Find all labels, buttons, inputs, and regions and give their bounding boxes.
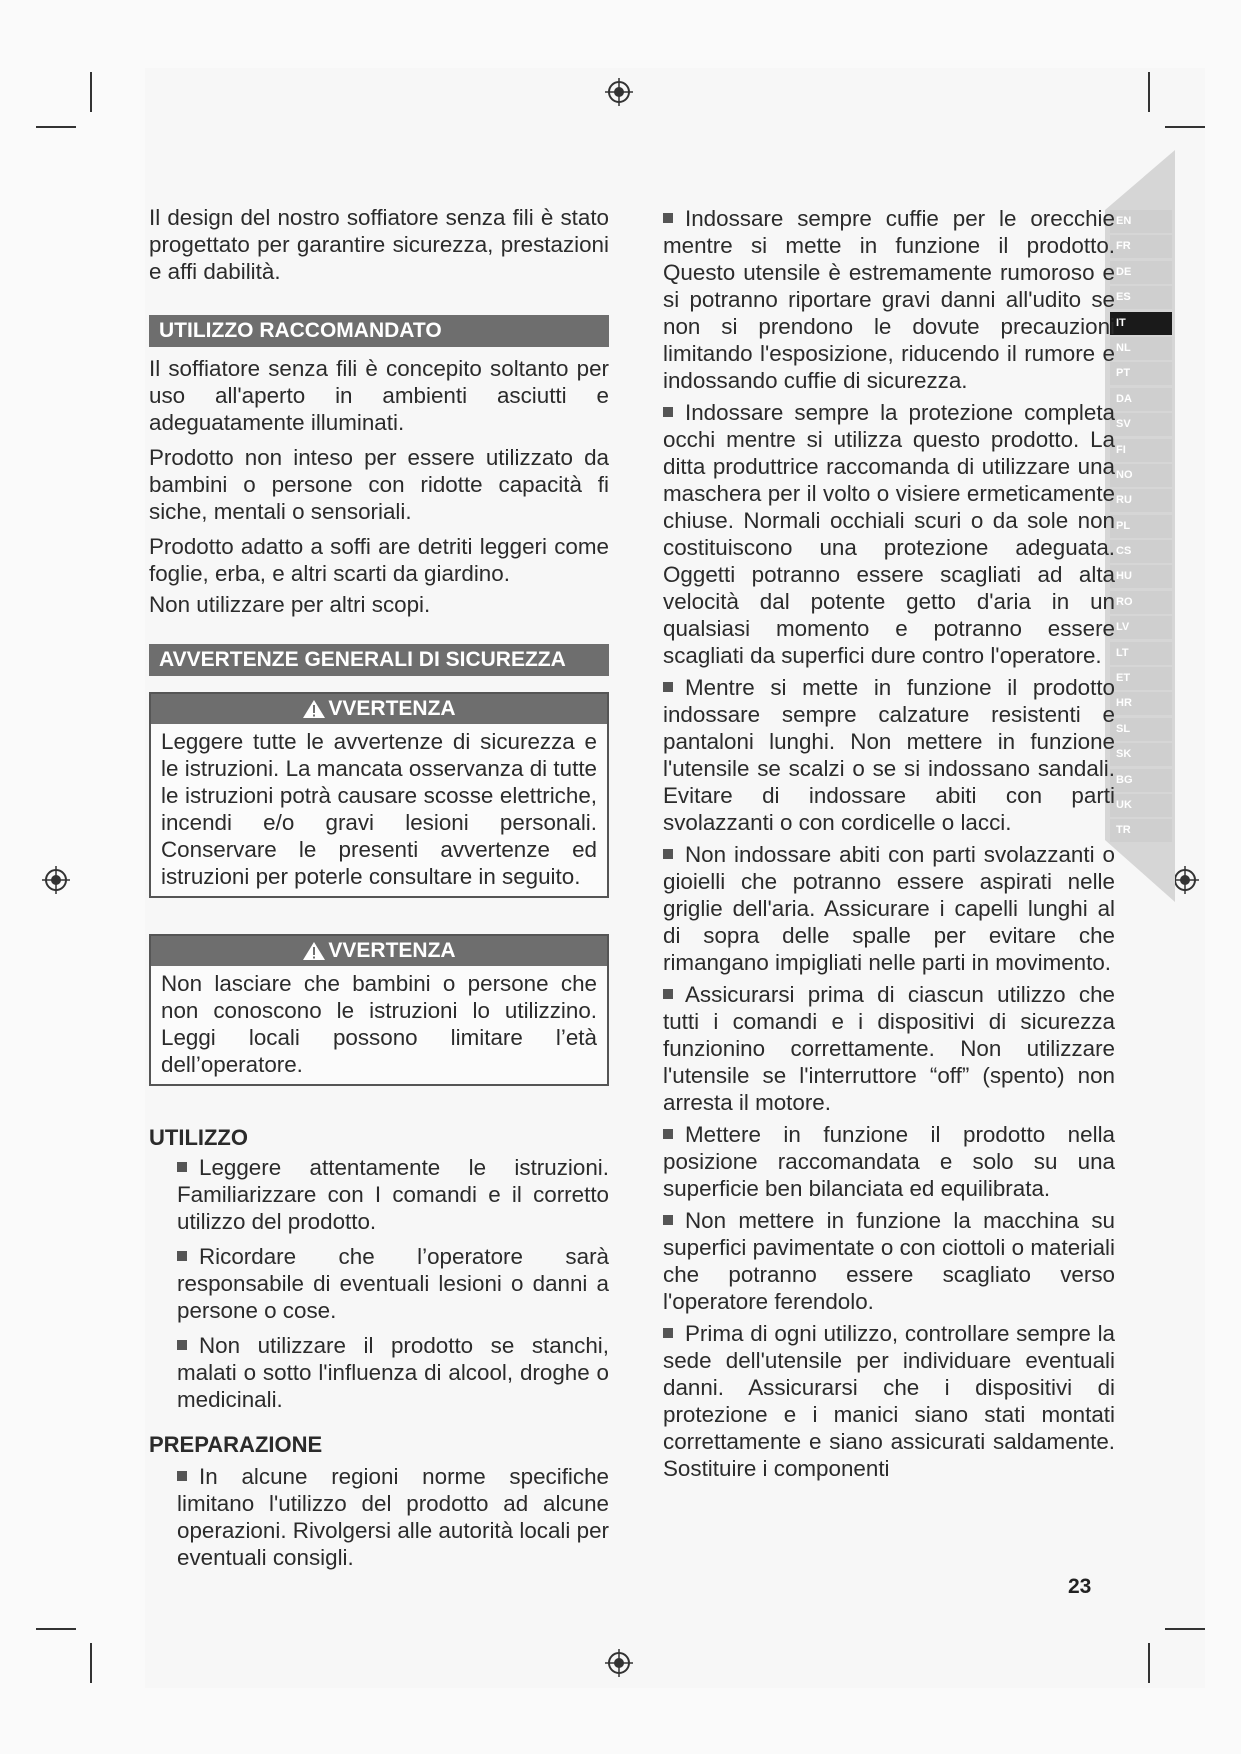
bullet-item: Non mettere in funzione la macchina su superfici pavimentate o con ciottoli o materiali che potranno essere scagliato verso l'operatore ferendolo. <box>663 1208 1115 1314</box>
warning-box <box>149 692 609 898</box>
language-tab-pt[interactable]: PT <box>1110 362 1172 385</box>
language-tab-lt[interactable]: LT <box>1110 642 1172 665</box>
language-tab-pl[interactable]: PL <box>1110 515 1172 538</box>
bullet-item: In alcune regioni norme specifiche limitano l'utilizzo del prodotto ad alcune operazioni. Rivolgersi alle autorità locali per eventuali consigli. <box>177 1464 609 1570</box>
intro-paragraph: Il design del nostro soffiatore senza fili è stato progettato per garantire sicurezza, prestazioni e affi dabilità. <box>149 205 609 284</box>
registration-mark-icon <box>605 78 633 106</box>
section-title-general-safety: AVVERTENZE GENERALI DI SICUREZZA <box>149 644 609 676</box>
bullet-item: Mettere in funzione il prodotto nella posizione raccomandata e solo su una superficie ben bilanciata ed equilibrata. <box>663 1122 1115 1201</box>
language-tabs <box>1110 210 1172 845</box>
subheading-usage: UTILIZZO <box>149 1125 248 1150</box>
language-tab-ro[interactable]: RO <box>1110 591 1172 614</box>
bullet-square-icon <box>177 1340 187 1350</box>
language-tab-es[interactable]: ES <box>1110 286 1172 309</box>
bullet-square-icon <box>177 1162 187 1172</box>
crop-mark <box>36 1628 76 1630</box>
bullet-square-icon <box>663 1129 673 1139</box>
bullet-square-icon <box>663 682 673 692</box>
language-tab-fi[interactable]: FI <box>1110 439 1172 462</box>
warning-box-header <box>151 694 607 724</box>
language-tab-sl[interactable]: SL <box>1110 718 1172 741</box>
crop-mark <box>1148 1643 1150 1683</box>
language-tab-sv[interactable]: SV <box>1110 413 1172 436</box>
warning-box-header <box>151 936 607 966</box>
bullet-item: Mentre si mette in funzione il prodotto indossare sempre calzature resistenti e pantaloni lunghi. Non mettere in funzione l'utensile se scalzi o se si indossano sandali. Evitare di indossare abiti con parti svolazzanti o con cordicelle o lacci. <box>663 675 1115 835</box>
page-number: 23 <box>1068 1575 1092 1598</box>
language-tab-ru[interactable]: RU <box>1110 489 1172 512</box>
language-tab-it[interactable]: IT <box>1110 312 1172 335</box>
bullet-square-icon <box>177 1251 187 1261</box>
registration-mark-icon <box>605 1649 633 1677</box>
crop-mark <box>90 1643 92 1683</box>
warning-title: VVERTENZA <box>328 939 456 962</box>
subheading-preparation: PREPARAZIONE <box>149 1432 323 1457</box>
bullet-square-icon <box>177 1471 187 1481</box>
crop-mark <box>36 126 76 128</box>
language-tab-no[interactable]: NO <box>1110 464 1172 487</box>
language-tab-et[interactable]: ET <box>1110 667 1172 690</box>
paragraph: Prodotto non inteso per essere utilizzato da bambini o persone con ridotte capacità fi siche, mentali o sensoriali. <box>149 445 609 524</box>
bullet-square-icon <box>663 849 673 859</box>
warning-box <box>149 934 609 1086</box>
bullet-item: Non indossare abiti con parti svolazzanti o gioielli che potranno essere aspirati nelle griglie dell'aria. Assicurare i capelli lunghi al di sopra delle spalle per evitare che rimangano impigliati nelle parti in movimento. <box>663 842 1115 975</box>
warning-triangle-icon <box>302 699 326 719</box>
warning-title: VVERTENZA <box>328 697 456 720</box>
language-tab-tr[interactable]: TR <box>1110 819 1172 842</box>
language-tab-hr[interactable]: HR <box>1110 692 1172 715</box>
language-tab-nl[interactable]: NL <box>1110 337 1172 360</box>
bullet-square-icon <box>663 213 673 223</box>
bullet-item: Non utilizzare il prodotto se stanchi, malati o sotto l'influenza di alcool, droghe o medicinali. <box>177 1333 609 1412</box>
language-tab-fr[interactable]: FR <box>1110 235 1172 258</box>
left-column <box>149 204 609 1571</box>
bullet-square-icon <box>663 989 673 999</box>
language-tab-sk[interactable]: SK <box>1110 743 1172 766</box>
language-tab-lv[interactable]: LV <box>1110 616 1172 639</box>
language-tab-hu[interactable]: HU <box>1110 565 1172 588</box>
bullet-item: Prima di ogni utilizzo, controllare sempre la sede dell'utensile per individuare eventuali danni. Assicurarsi che i dispositivi di protezione e i manici siano stati montati correttamente e siano assicurati saldamente. Sostituire i componenti <box>663 1321 1115 1481</box>
language-tab-de[interactable]: DE <box>1110 261 1172 284</box>
crop-mark <box>1148 72 1150 112</box>
registration-mark-icon <box>1171 866 1199 894</box>
crop-mark <box>1165 1628 1205 1630</box>
language-tab-uk[interactable]: UK <box>1110 794 1172 817</box>
bullet-item: Leggere attentamente le istruzioni. Familiarizzare con I comandi e il corretto utilizzo del prodotto. <box>177 1155 609 1234</box>
bullet-square-icon <box>663 407 673 417</box>
crop-mark <box>1165 126 1205 128</box>
warning-triangle-icon <box>302 941 326 961</box>
bullet-item: Indossare sempre la protezione completa occhi mentre si utilizza questo prodotto. La ditta produttrice raccomanda di utilizzare una maschera per il volto o visiere ermeticamente chiuse. Normali occhiali scuri o da sole non costituiscono una protezione adeguata. Oggetti potranno essere scagliati ad alta velocità dal potente getto d'aria in un qualsiasi momento e potranno essere scagliati da superfici dure contro l'operatore. <box>663 400 1115 668</box>
language-tab-bg[interactable]: BG <box>1110 769 1172 792</box>
bullet-square-icon <box>663 1215 673 1225</box>
language-tab-cs[interactable]: CS <box>1110 540 1172 563</box>
bullet-item: Assicurarsi prima di ciascun utilizzo che tutti i comandi e i dispositivi di sicurezza funzionino correttamente. Non utilizzare l'utensile se l'interruttore “off” (spento) non arresta il motore. <box>663 982 1115 1115</box>
bullet-square-icon <box>663 1328 673 1338</box>
paragraph: Non utilizzare per altri scopi. <box>149 592 431 617</box>
paragraph: Il soffiatore senza fili è concepito soltanto per uso all'aperto in ambienti asciutti e adeguatamente illuminati. <box>149 356 609 435</box>
paragraph: Prodotto adatto a soffi are detriti leggeri come foglie, erba, e altri scarti da giardino. <box>149 534 609 586</box>
language-tab-en[interactable]: EN <box>1110 210 1172 233</box>
warning-text: Non lasciare che bambini o persone che non conoscono le istruzioni lo utilizzino. Leggi locali possono limitare l’età dell’operatore. <box>161 971 597 1077</box>
language-tab-da[interactable]: DA <box>1110 388 1172 411</box>
bullet-item: Ricordare che l’operatore sarà responsabile di eventuali lesioni o danni a persone o cose. <box>177 1244 609 1323</box>
section-title-recommended-use: UTILIZZO RACCOMANDATO <box>149 315 609 347</box>
crop-mark <box>90 72 92 112</box>
right-column <box>663 205 1115 1482</box>
warning-text: Leggere tutte le avvertenze di sicurezza e le istruzioni. La mancata osservanza di tutte le istruzioni potrà causare scosse elettriche, incendi e/o gravi lesioni personali. Conservare le presenti avvertenze ed istruzioni per poterle consultare in seguito. <box>161 729 597 889</box>
bullet-item: Indossare sempre cuffie per le orecchie mentre si mette in funzione il prodotto. Questo utensile è estremamente rumoroso e si potranno riportare gravi danni all'udito se non si prendono le dovute precauzioni limitando l'esposizione, riducendo il rumore e indossando cuffie di sicurezza. <box>663 206 1115 393</box>
registration-mark-icon <box>42 866 70 894</box>
